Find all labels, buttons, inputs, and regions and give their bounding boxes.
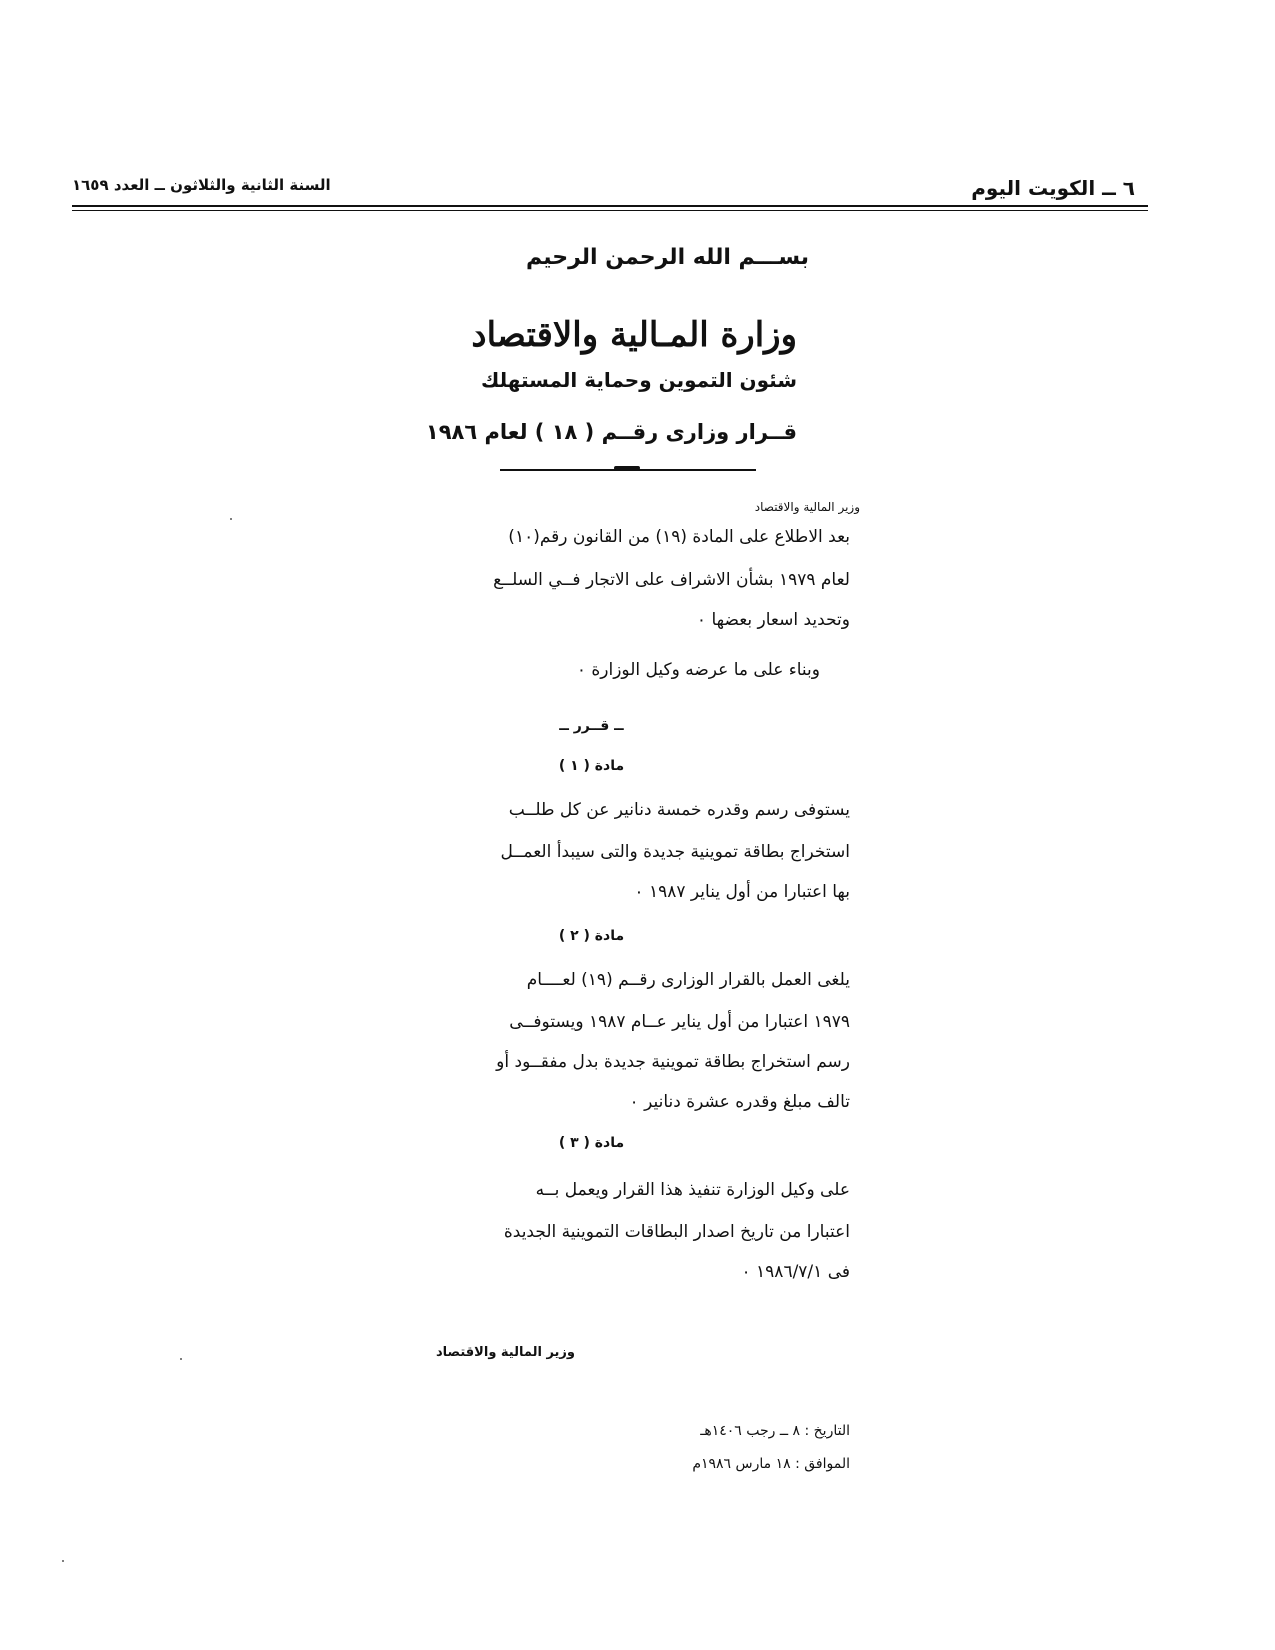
- basmala-container: [0, 245, 1275, 270]
- preamble-line: لعام ١٩٧٩ بشأن الاشراف على الاتجار فــي السلــع: [493, 570, 850, 590]
- department-name: شئون التموين وحماية المستهلك: [481, 368, 797, 392]
- signature-line: وزير المالية والاقتصاد: [436, 1345, 575, 1360]
- date-hijri: التاريخ : ٨ ــ رجب ١٤٠٦هـ: [700, 1423, 850, 1439]
- article-line: على وكيل الوزارة تنفيذ هذا القرار ويعمل بــه: [535, 1180, 850, 1200]
- article-line: يستوفى رسم وقدره خمسة دنانير عن كل طلــب: [508, 800, 850, 820]
- scan-speck: [180, 1358, 182, 1360]
- preamble-line: وبناء على ما عرضه وكيل الوزارة ٠: [576, 660, 820, 680]
- article-heading-text: مادة ( ٣ ): [558, 1135, 625, 1151]
- article-line: رسم استخراج بطاقة تموينية جديدة بدل مفقــود أو: [496, 1052, 850, 1072]
- decides-heading: [0, 718, 1275, 734]
- scan-speck: [230, 518, 232, 520]
- article-line: فى ١٩٨٦/٧/١ ٠: [741, 1262, 850, 1282]
- scan-speck: [62, 1560, 64, 1562]
- preamble-line: بعد الاطلاع على المادة (١٩) من القانون رقم(١٠): [508, 527, 850, 547]
- article-line: ١٩٧٩ اعتبارا من أول يناير عــام ١٩٨٧ ويستوفــى: [509, 1012, 850, 1032]
- decides-text: ــ قــرر ــ: [559, 718, 624, 734]
- article-heading-text: مادة ( ١ ): [558, 758, 625, 774]
- article-line: اعتبارا من تاريخ اصدار البطاقات التموينية الجديدة: [503, 1222, 850, 1242]
- article-heading: [0, 758, 1275, 774]
- decree-title: قــرار وزارى رقــم ( ١٨ ) لعام ١٩٨٦: [425, 420, 797, 444]
- title-divider-ornament: [614, 466, 640, 470]
- article-line: بها اعتبارا من أول يناير ١٩٨٧ ٠: [634, 882, 850, 902]
- basmala: بســـم الله الرحمن الرحيم: [525, 245, 810, 270]
- article-heading: [0, 1135, 1275, 1151]
- issue-info: السنة الثانية والثلاثون ــ العدد ١٦٥٩: [72, 176, 331, 194]
- preamble-line: وتحديد اسعار بعضها ٠: [696, 610, 850, 630]
- article-line: استخراج بطاقة تموينية جديدة والتى سيبدأ العمــل: [500, 842, 850, 862]
- article-line: تالف مبلغ وقدره عشرة دنانير ٠: [629, 1092, 850, 1112]
- article-line: يلغى العمل بالقرار الوزارى رقــم (١٩) لعــــام: [526, 970, 850, 990]
- article-heading-text: مادة ( ٢ ): [558, 928, 625, 944]
- header-rule-thin: [72, 210, 1148, 211]
- page-header-title: ٦ ــ الكويت اليوم: [971, 176, 1135, 200]
- date-gregorian: الموافق : ١٨ مارس ١٩٨٦م: [692, 1456, 850, 1472]
- header-rule: [72, 205, 1148, 207]
- ministry-name: وزارة المـالية والاقتصاد: [471, 315, 797, 355]
- article-heading: [0, 928, 1275, 944]
- issuer-line: وزير المالية والاقتصاد: [754, 500, 860, 514]
